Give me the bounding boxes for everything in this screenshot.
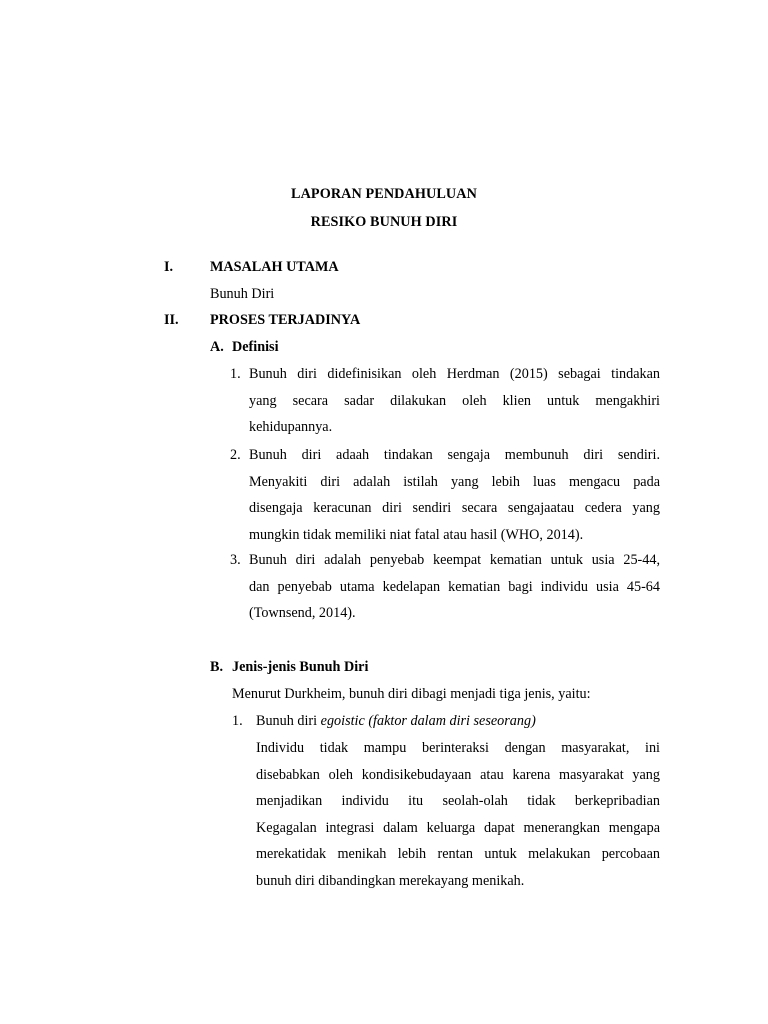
type-item-title-plain: Bunuh diri: [256, 713, 321, 729]
section1-body: Bunuh Diri: [210, 286, 275, 302]
text-line: Bunuh diri adaah tindakan sengaja membunuh diri sendiri.: [249, 447, 660, 463]
section2-numeral: II.: [164, 312, 179, 328]
subsection-a-label: A.: [210, 339, 224, 355]
definition-item-number: 3.: [230, 552, 241, 568]
subsection-a-heading: Definisi: [232, 339, 279, 355]
definition-item-number: 2.: [230, 447, 241, 463]
section1-heading: MASALAH UTAMA: [210, 259, 339, 275]
text-line: Kegagalan integrasi dalam keluarga dapat menerangkan mengapa: [256, 819, 660, 836]
text-line: disebabkan oleh kondisikebudayaan atau karena masyarakat yang: [256, 766, 660, 783]
text-line: dan penyebab utama kedelapan kematian bagi individu usia 45-64: [249, 578, 660, 595]
definition-item-text: [249, 361, 660, 441]
definition-item-number: 1.: [230, 366, 241, 382]
document-title-line1: LAPORAN PENDAHULUAN: [291, 186, 477, 202]
text-line: merekatidak menikah lebih rentan untuk melakukan percobaan: [256, 846, 660, 862]
text-line: kehidupannya.: [249, 419, 333, 435]
text-line: bunuh diri dibandingkan merekayang menikah.: [256, 872, 525, 889]
type-item-title: [256, 713, 536, 730]
text-line: Individu tidak mampu berinteraksi dengan masyarakat, ini: [256, 740, 660, 756]
subsection-b-heading: Jenis-jenis Bunuh Diri: [232, 659, 369, 675]
section1-numeral: I.: [164, 259, 174, 275]
definition-item-text: [249, 547, 660, 627]
text-line: disengaja keracunan diri sendiri secara sengajaatau cedera yang: [249, 500, 660, 516]
subsection-b-intro: Menurut Durkheim, bunuh diri dibagi menjadi tiga jenis, yaitu:: [232, 686, 591, 702]
text-line: Bunuh diri adalah penyebab keempat kematian untuk usia 25-44,: [249, 552, 660, 568]
definition-item-text: [249, 442, 660, 548]
text-line: Menyakiti diri adalah istilah yang lebih luas mengacu pada: [249, 473, 660, 490]
type-item-title-italic: egoistic (faktor dalam diri seseorang): [320, 713, 536, 729]
text-line: yang secara sadar dilakukan oleh klien untuk mengakhiri: [249, 392, 660, 409]
text-line: menjadikan individu itu seolah-olah tidak berkepribadian: [256, 793, 660, 809]
type-item-text: [256, 735, 660, 894]
section2-heading: PROSES TERJADINYA: [210, 312, 361, 328]
type-item-number: 1.: [232, 713, 243, 729]
text-line: (Townsend, 2014).: [249, 605, 356, 621]
text-line: mungkin tidak memiliki niat fatal atau hasil (WHO, 2014).: [249, 526, 584, 543]
text-line: Bunuh diri didefinisikan oleh Herdman (2015) sebagai tindakan: [249, 366, 660, 382]
subsection-b-label: B.: [210, 659, 224, 675]
document-title-line2: RESIKO BUNUH DIRI: [310, 214, 458, 230]
